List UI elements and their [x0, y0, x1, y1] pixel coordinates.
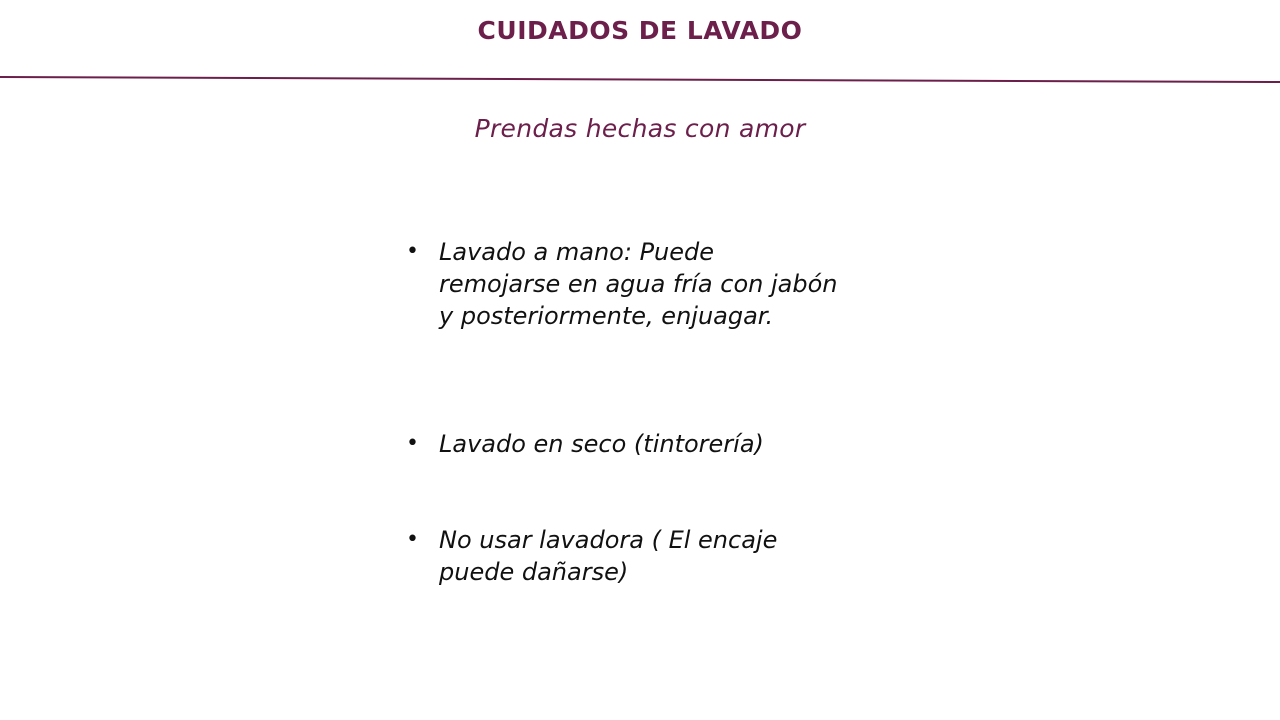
title-divider [0, 69, 1280, 85]
bullet-item [406, 236, 853, 332]
bullet-text: No usar lavadora ( El encaje puede dañarse) [439, 526, 785, 586]
bullet-text: Lavado a mano: Puede remojarse en agua fría con jabón y posteriormente, enjuagar. [439, 238, 853, 330]
slide-title: CUIDADOS DE LAVADO [477, 16, 803, 45]
bullet-marker: • [406, 527, 419, 552]
bullet-marker: • [406, 431, 419, 456]
bullet-item [406, 428, 846, 460]
bullet-text: Lavado en seco (tintorería) [439, 430, 764, 458]
slide-subtitle: Prendas hechas con amor [474, 114, 806, 143]
bullet-item [406, 524, 846, 588]
bullet-marker: • [406, 239, 419, 264]
